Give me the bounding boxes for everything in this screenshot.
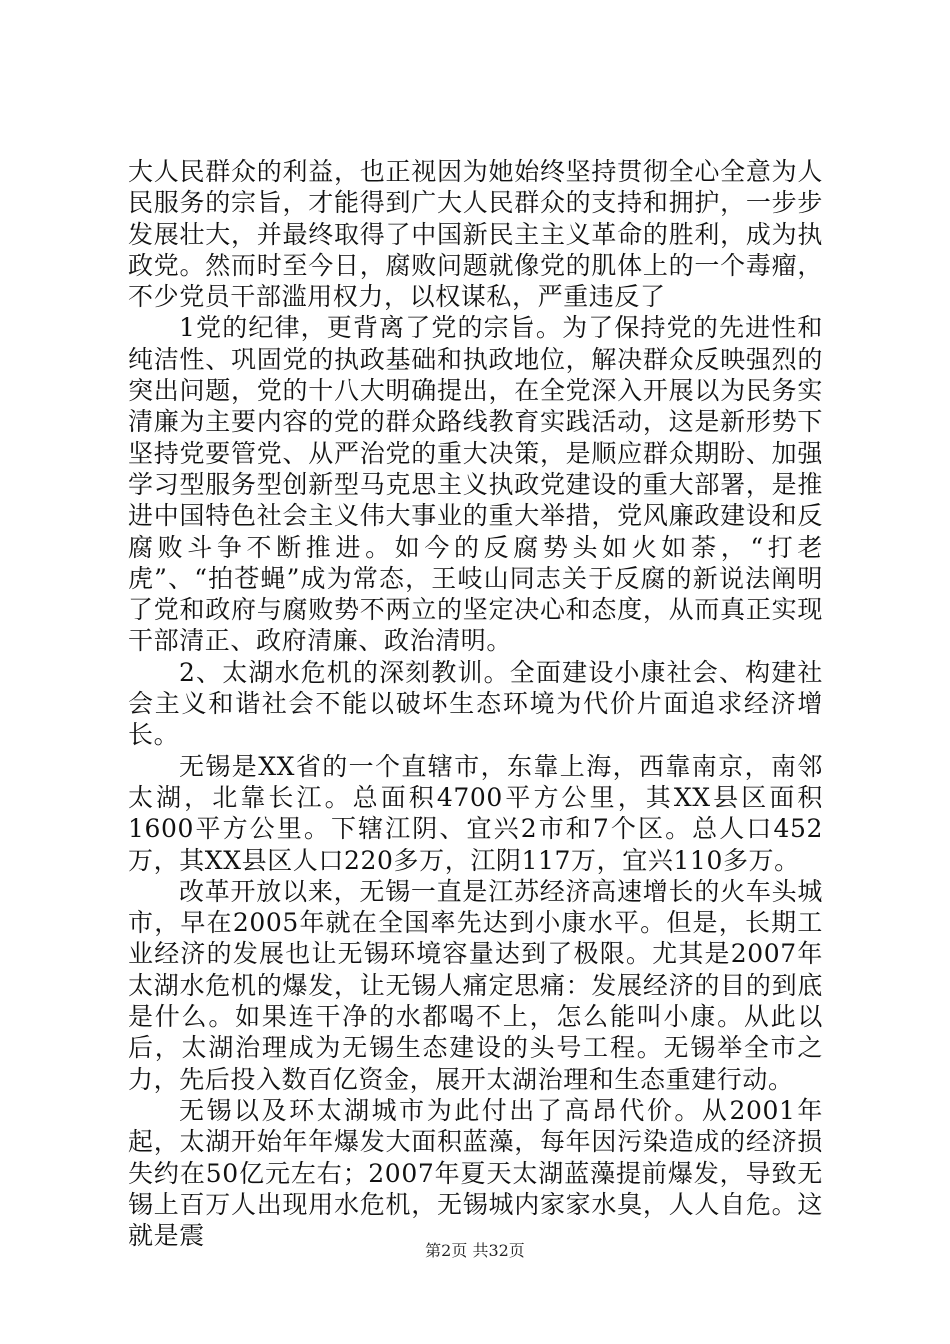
page-footer: 第2页 共32页: [425, 1241, 525, 1260]
paragraph-2: 1党的纪律，更背离了党的宗旨。为了保持党的先进性和纯洁性、巩固党的执政基础和执政地位，解决群众反映强烈的突出问题，党的十八大明确提出，在全党深入开展以为民务实清廉为主要内容的党的群众路线教育实践活动，这是新形势下坚持党要管党、从严治党的重大决策，是顺应群众期盼、加强学习型服务型创新型马克思主义执政党建设的重大部署，是推进中国特色社会主义伟大事业的重大举措，党风廉政建设和反腐败斗争不断推进。如今的反腐势头如火如荼，“打老虎”、“拍苍蝇”成为常态，王岐山同志关于反腐的新说法阐明了党和政府与腐败势不两立的坚定决心和态度，从而真正实现干部清正、政府清廉、政治清明。: [128, 313, 823, 656]
paragraph-3: 2、太湖水危机的深刻教训。全面建设小康社会、构建社会主义和谐社会不能以破坏生态环境为代价片面追求经济增长。: [128, 657, 823, 750]
document-body: [128, 156, 823, 1251]
paragraph-4: 无锡是XX省的一个直辖市，东靠上海，西靠南京，南邻太湖，北靠长江。总面积4700平方公里，其XX县区面积1600平方公里。下辖江阴、宜兴2市和7个区。总人口452万，其XX县区人口220多万，江阴117万，宜兴110多万。: [128, 751, 823, 875]
paragraph-5: 改革开放以来，无锡一直是江苏经济高速增长的火车头城市，早在2005年就在全国率先达到小康水平。但是，长期工业经济的发展也让无锡环境容量达到了极限。尤其是2007年太湖水危机的爆发，让无锡人痛定思痛：发展经济的目的到底是什么。如果连干净的水都喝不上，怎么能叫小康。从此以后，太湖治理成为无锡生态建设的头号工程。无锡举全市之力，先后投入数百亿资金，展开太湖治理和生态重建行动。: [128, 876, 823, 1094]
paragraph-1: 大人民群众的利益，也正视因为她始终坚持贯彻全心全意为人民服务的宗旨，才能得到广大人民群众的支持和拥护，一步步发展壮大，并最终取得了中国新民主主义革命的胜利，成为执政党。然而时至今日，腐败问题就像党的肌体上的一个毒瘤，不少党员干部滥用权力，以权谋私，严重违反了: [128, 157, 823, 312]
paragraph-6: 无锡以及环太湖城市为此付出了高昂代价。从2001年起，太湖开始年年爆发大面积蓝藻，每年因污染造成的经济损失约在50亿元左右；2007年夏天太湖蓝藻提前爆发，导致无锡上百万人出现用水危机，无锡城内家家水臭，人人自危。这就是震: [128, 1095, 823, 1251]
